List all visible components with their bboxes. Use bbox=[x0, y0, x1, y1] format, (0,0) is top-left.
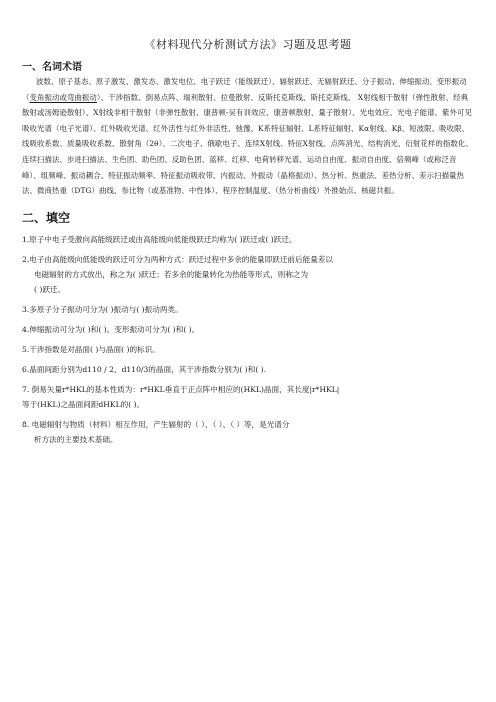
question-1 bbox=[22, 232, 474, 247]
question-8-line-2: 析方法的主要技术基础。 bbox=[34, 434, 118, 444]
terms-paragraph bbox=[22, 74, 474, 199]
terms-text-1: 波数、原子基态、原子激发、激发态、激发电位、电子跃迁（能级跃迁）、辐射跃迁、无辐射跃迁、分子振动、伸缩振动、变形振动（ bbox=[22, 77, 467, 102]
question-4-line-1: 4.伸缩振动可分为( )和( )。变形振动可分为( )和( )。 bbox=[22, 324, 200, 334]
question-7-line-2: 等于(HKL)之晶面间距dHKL的( )。 bbox=[22, 399, 145, 409]
question-5 bbox=[22, 342, 474, 357]
question-8 bbox=[22, 417, 474, 447]
question-3-line-1: 3.多原子分子振动可分为( )振动与( )振动两类。 bbox=[22, 304, 183, 314]
question-7-line-1: 7. 倒易矢量r*HKL的基本性质为：r*HKL垂直于正点阵中相应的(HKL)晶面，其长度|r*HKL| bbox=[22, 384, 340, 394]
question-8-line-1: 8. 电磁辐射与物质（材料）相互作用，产生辐射的（ ）、（ ）、（ ）等，是光谱分 bbox=[22, 419, 290, 429]
question-6 bbox=[22, 362, 474, 377]
question-5-line-1: 5.干涉指数是对晶面( )与晶面( )的标识。 bbox=[22, 344, 160, 354]
question-4 bbox=[22, 322, 474, 337]
terms-text-3: ）、干涉指数、倒易点阵、瑞利散射、拉曼散射、反斯托克斯线、斯托克斯线、 X射线相干散射（弹性散射、经典散射或汤姆逊散射）、X射线非相干散射（非弹性散射、康普顿-吴有训效应、康普顿散射、量子散射）、光电效应、光电子能谱、紫外可见吸收光谱（电子光谱）、红外吸收光谱、红外活性与红外非活性、弛豫、K系特征辐射、L系特征辐射、Kα射线、Kβ、短波限、吸收限、线吸收系数、质量吸收系数、散射角（2θ）、二次电子、俄歇电子、连续X射线、特征X射线、点阵消光、结构消光、衍射花样的指数化、连续扫描法、步进扫描法、生色团、助色团、反助色团、蓝移、红移、电荷转移光谱、运动自由度、振动自由度、倍频峰（或称泛音峰）、组频峰、振动耦合、特征振动频率、特征振动吸收带、内振动、外振动（晶格振动）、热分析、热重法、差热分析、差示扫描量热法、微商热重（DTG）曲线、参比物（或基准物、中性体）、程序控制温度、（热分析曲线）外推始点、核磁共振。 bbox=[22, 92, 473, 196]
question-2-line-1: 2.电子由高能级向低能级的跃迁可分为两种方式：跃迁过程中多余的能量即跃迁前后能量差以 bbox=[22, 254, 333, 264]
question-6-line-1: 6.晶面间距分别为d110 / 2，d110/3的晶面，其干涉指数分别为( )和( ). bbox=[22, 364, 267, 374]
question-2 bbox=[22, 252, 474, 297]
section-heading-terms: 一、名词术语 bbox=[22, 62, 82, 73]
terms-text-2: 变角振动或弯曲振动 bbox=[29, 92, 97, 102]
section-heading-fill-blank: 二、填空 bbox=[22, 210, 71, 225]
question-3 bbox=[22, 302, 474, 317]
question-1-line-1: 1.原子中电子受激向高能级跃迁或由高能级向低能级跃迁均称为( )跃迁或( )跃迁。 bbox=[22, 234, 297, 244]
question-2-line-3: ( )跃迁。 bbox=[34, 284, 66, 294]
question-7 bbox=[22, 382, 474, 412]
question-2-line-2: 电磁辐射的方式放出，称之为( )跃迁；若多余的能量转化为热能等形式，则称之为 bbox=[34, 269, 309, 279]
document-title: 《材料现代分析测试方法》习题及思考题 bbox=[144, 38, 352, 51]
